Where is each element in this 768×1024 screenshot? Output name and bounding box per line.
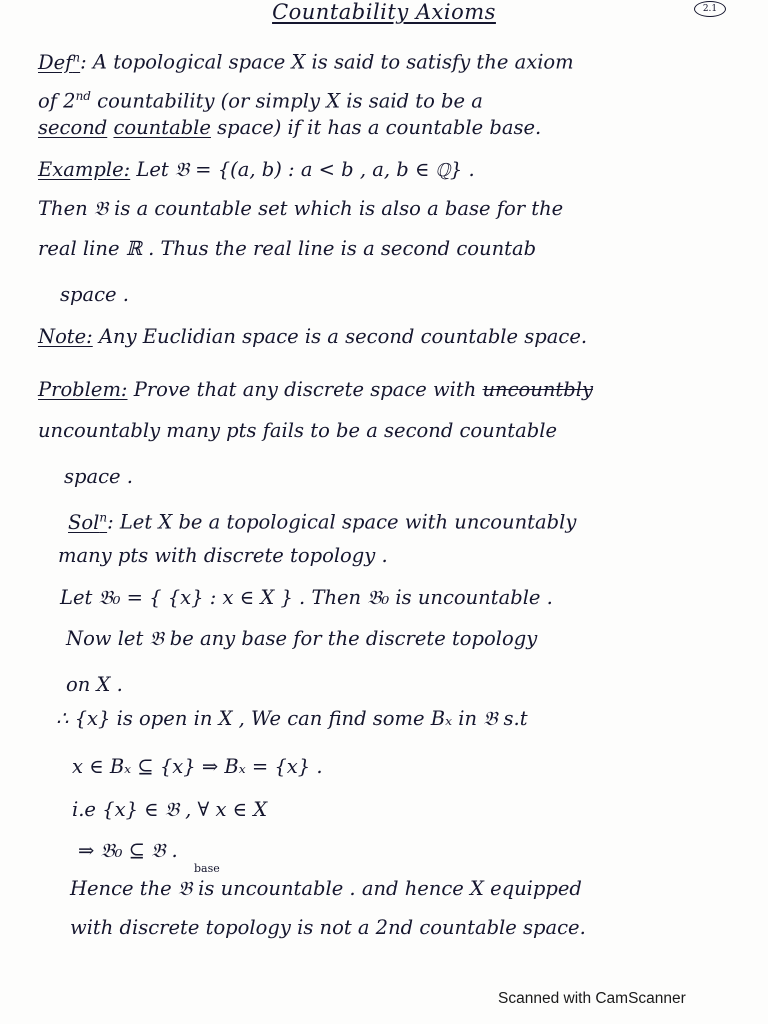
problem-label: Problem: xyxy=(38,378,128,401)
term-countable: countable xyxy=(113,116,211,139)
note-line: Note: Any Euclidian space is a second countable space. xyxy=(38,325,588,348)
base-insertion-note: base xyxy=(194,862,220,875)
page-title: Countability Axioms xyxy=(272,0,496,24)
solution-line-1: Sol$^n$: Let X be a topological space with uncountably xyxy=(68,510,577,534)
problem-line-3: space . xyxy=(64,465,133,488)
example-line-2: Then 𝔅 is a countable set which is also a base for the xyxy=(38,197,564,220)
solution-line-2: many pts with discrete topology . xyxy=(58,544,388,567)
solution-label: Sol$^n$ xyxy=(68,510,108,534)
struck-word: uncountbly xyxy=(482,378,593,401)
definition-line-3: second countable space) if it has a countable base. xyxy=(38,116,542,139)
page-number-badge: 2.1 xyxy=(694,1,726,17)
example-line-3: real line ℝ . Thus the real line is a second countab xyxy=(38,237,537,260)
solution-line-4: Now let 𝔅 be any base for the discrete topology xyxy=(66,627,538,650)
example-line-4: space . xyxy=(60,283,129,306)
solution-line-8: i.e {x} ∈ 𝔅 , ∀ x ∈ X xyxy=(72,798,268,821)
solution-line-7: x ∈ Bₓ ⊆ {x} ⇒ Bₓ = {x} . xyxy=(72,755,323,778)
camscanner-watermark: Scanned with CamScanner xyxy=(498,990,686,1007)
solution-line-3: Let 𝔅₀ = { {x} : x ∈ X } . Then 𝔅₀ is uncountable . xyxy=(60,586,553,609)
problem-line-1: Problem: Prove that any discrete space with uncountbly xyxy=(38,378,593,401)
solution-line-9: ⇒ 𝔅₀ ⊆ 𝔅 . xyxy=(78,839,178,862)
example-line-1: Example: Let 𝔅 = {(a, b) : a < b , a, b ∈ ℚ} . xyxy=(38,158,475,181)
solution-line-10: Hence the 𝔅 is uncountable . and hence X equipped xyxy=(70,877,582,900)
solution-line-11: with discrete topology is not a 2nd countable space. xyxy=(70,916,586,939)
example-label: Example: xyxy=(38,158,131,181)
problem-line-2: uncountably many pts fails to be a second countable xyxy=(38,419,557,442)
definition-line-2: of 2nd countability (or simply X is said to be a xyxy=(38,89,483,113)
definition-label: Def$^n$ xyxy=(38,50,81,74)
note-label: Note: xyxy=(38,325,93,348)
solution-line-6: ∴ {x} is open in X , We can find some Bₓ in 𝔅 s.t xyxy=(56,707,528,730)
solution-line-5: on X . xyxy=(66,673,123,696)
definition-line-1: Def$^n$: A topological space X is said to satisfy the axiom xyxy=(38,50,574,74)
term-second: second xyxy=(38,116,108,139)
